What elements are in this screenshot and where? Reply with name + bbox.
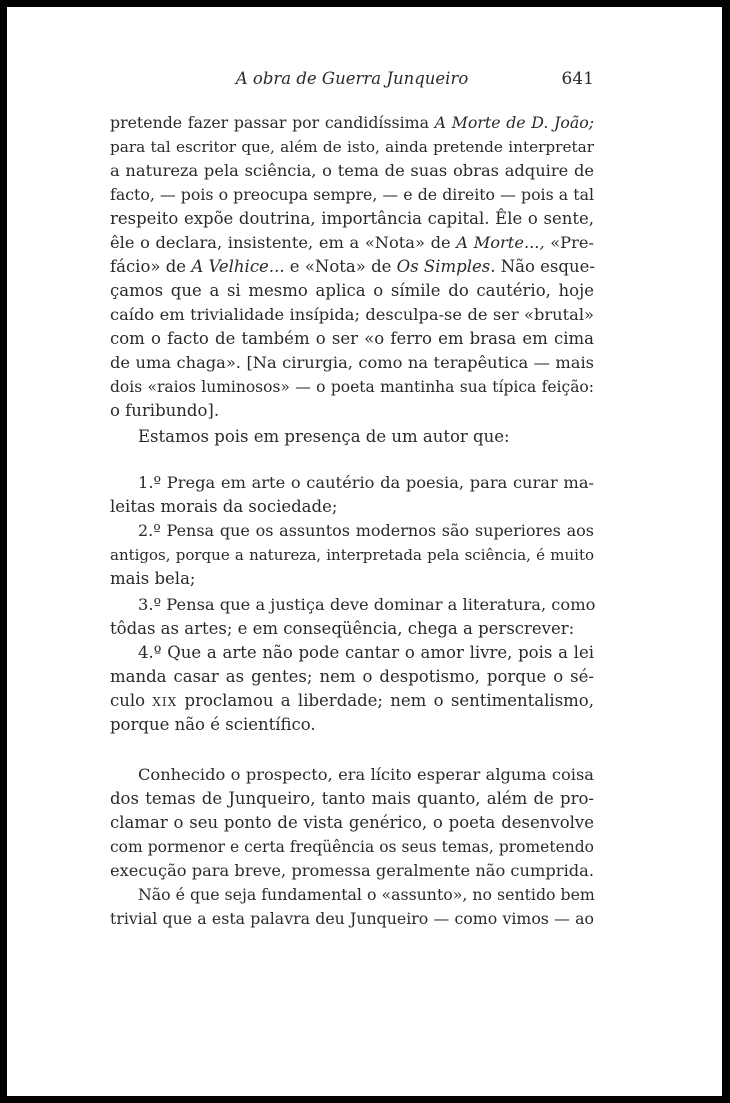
text-line: execução para breve, promessa geralmente não cumprida. xyxy=(110,861,595,880)
text-line: com o facto de também o ser «o ferro em brasa em cima xyxy=(110,329,594,348)
text-line: de uma chaga». [Na cirurgia, como na terapêutica — mais xyxy=(110,353,594,372)
text-line: dois «raios luminosos» — o poeta mantinha sua típica feição: xyxy=(110,378,594,396)
list-item-line: 2.º Pensa que os assuntos modernos são superiores aos xyxy=(138,521,594,540)
text-line: para tal escritor que, além de isto, ainda pretende interpretar xyxy=(110,138,594,156)
text-line: respeito expõe doutrina, importância capital. Êle o sente, xyxy=(110,209,594,228)
list-item-line: tôdas as artes; e em conseqüência, chega a perscrever: xyxy=(110,619,575,638)
book-page xyxy=(7,7,722,1096)
roman-numeral: XIX xyxy=(152,695,178,709)
text-line: Conhecido o prospecto, era lícito esperar alguma coisa xyxy=(138,765,594,784)
text-line: facto, — pois o preocupa sempre, — e de direito — pois a tal xyxy=(110,185,594,204)
text-line: Estamos pois em presença de um autor que: xyxy=(138,427,510,446)
list-item-line: 3.º Pensa que a justiça deve dominar a literatura, como xyxy=(138,595,596,614)
text-line: caído em trivialidade insípida; desculpa-se de ser «brutal» xyxy=(110,305,594,324)
list-item-line: culo XIX proclamou a liberdade; nem o sentimentalismo, xyxy=(110,691,594,710)
text-line: o furibundo]. xyxy=(110,401,220,420)
list-item-line: antigos, porque a natureza, interpretada pela sciência, é muito xyxy=(110,546,594,564)
text-line: a natureza pela sciência, o tema de suas obras adquire de xyxy=(110,161,594,180)
list-item-line: 1.º Prega em arte o cautério da poesia, para curar ma- xyxy=(138,473,594,492)
text-line: êle o declara, insistente, em a «Nota» de A Morte..., «Pre- xyxy=(110,233,594,252)
list-item-line: manda casar as gentes; nem o despotismo, porque o sé- xyxy=(110,667,594,686)
text-line: fácio» de A Velhice... e «Nota» de Os Simples. Não esque- xyxy=(110,257,595,276)
text-line: çamos que a si mesmo aplica o símile do cautério, hoje xyxy=(110,281,594,300)
list-item-line: mais bela; xyxy=(110,569,196,588)
page-number: 641 xyxy=(561,69,594,89)
text-line: clamar o seu ponto de vista genérico, o poeta desenvolve xyxy=(110,813,594,832)
text-line: trivial que a esta palavra deu Junqueiro — como vimos — ao xyxy=(110,909,594,928)
text-line: Não é que seja fundamental o «assunto», no sentido bem xyxy=(138,885,595,904)
text-line: pretende fazer passar por candidíssima A Morte de D. João; xyxy=(110,113,594,132)
text-line: com pormenor e certa freqüência os seus temas, prometendo xyxy=(110,838,594,856)
list-item-line: leitas morais da sociedade; xyxy=(110,497,338,516)
running-head: A obra de Guerra Junqueiro xyxy=(235,69,469,88)
page-header xyxy=(110,69,594,91)
list-item-line: 4.º Que a arte não pode cantar o amor livre, pois a lei xyxy=(138,643,594,662)
text-line: dos temas de Junqueiro, tanto mais quanto, além de pro- xyxy=(110,789,594,808)
list-item-line: porque não é scientífico. xyxy=(110,715,316,734)
